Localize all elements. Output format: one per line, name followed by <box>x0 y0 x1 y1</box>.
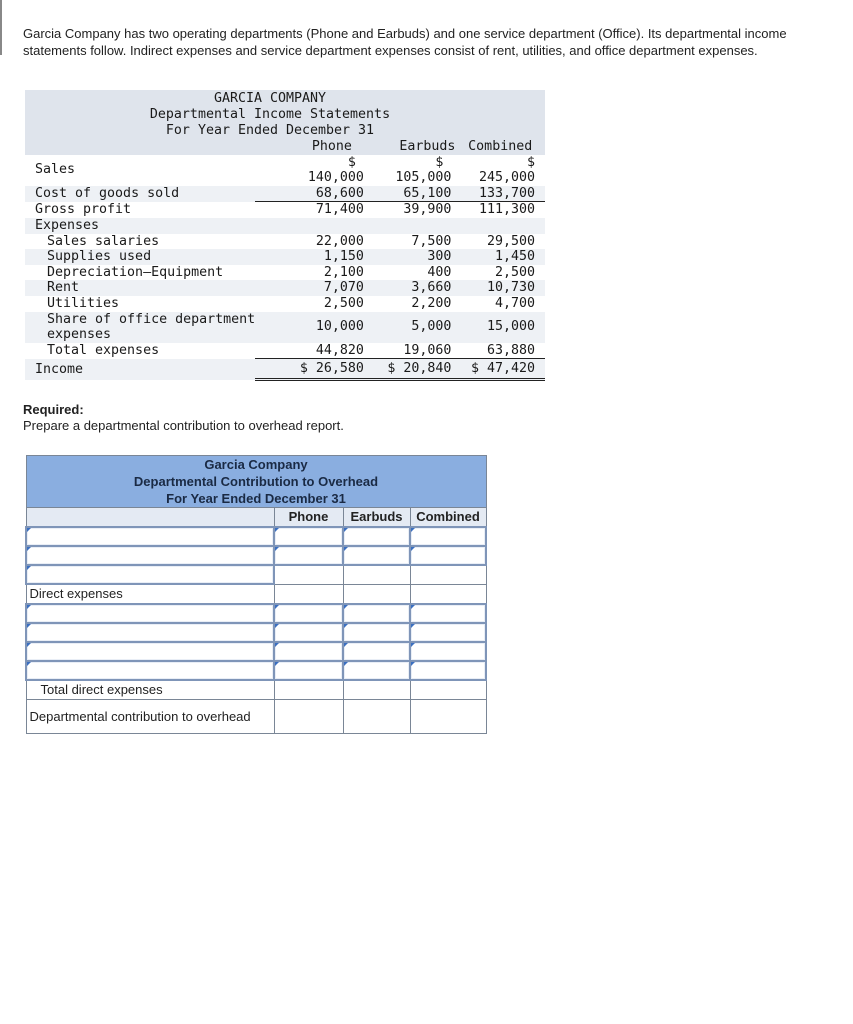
total-direct-earbuds[interactable] <box>343 680 410 700</box>
utilities-phone: 2,500 <box>323 295 364 311</box>
sales-salaries-phone: 22,000 <box>315 233 364 249</box>
office-share-label: Share of office department expenses <box>25 312 255 343</box>
sales-combined: 245,000 <box>478 170 535 186</box>
col-phone: Phone <box>255 139 368 155</box>
supplies-combined: 1,450 <box>455 249 545 265</box>
required-label: Required: <box>23 402 84 417</box>
contribution-label: Departmental contribution to overhead <box>26 700 274 734</box>
direct-phone-cell <box>274 584 343 604</box>
utilities-label: Utilities <box>47 295 120 311</box>
income-combined: $ 47,420 <box>455 359 545 380</box>
expense3-label-input[interactable] <box>26 642 274 661</box>
sales-salaries-combined: 29,500 <box>486 233 535 249</box>
total-direct-label: Total direct expenses <box>26 680 274 700</box>
header-combined: Combined <box>410 508 486 528</box>
col-combined: Combined <box>455 139 545 155</box>
header-phone: Phone <box>274 508 343 528</box>
report-title: Departmental Contribution to Overhead <box>26 473 486 490</box>
report-company: Garcia Company <box>26 456 486 474</box>
income-earbuds: $ 20,840 <box>368 359 455 380</box>
office-share-phone: 10,000 <box>255 312 368 343</box>
expense2-combined-input[interactable] <box>410 623 486 642</box>
rent-label: Rent <box>25 280 255 296</box>
expense2-phone-input[interactable] <box>274 623 343 642</box>
report-period: For Year Ended December 31 <box>26 490 486 508</box>
total-direct-combined[interactable] <box>410 680 486 700</box>
contribution-phone[interactable] <box>274 700 343 734</box>
office-share-earbuds: 5,000 <box>368 312 455 343</box>
contribution-report <box>25 455 487 734</box>
expense1-label-input[interactable] <box>26 604 274 623</box>
cogs-label: Cost of goods sold <box>25 186 255 202</box>
row1-phone-input[interactable] <box>274 527 343 546</box>
contribution-earbuds[interactable] <box>343 700 410 734</box>
income-statement <box>25 90 545 381</box>
gross-profit-combined: 111,300 <box>478 202 535 218</box>
row2-earbuds-input[interactable] <box>343 546 410 565</box>
expense4-phone-input[interactable] <box>274 661 343 680</box>
row1-earbuds-input[interactable] <box>343 527 410 546</box>
total-expenses-earbuds: 19,060 <box>368 343 455 359</box>
depreciation-phone: 2,100 <box>323 264 364 280</box>
depreciation-label: Depreciation—Equipment <box>47 264 224 280</box>
supplies-label: Supplies used <box>25 249 255 265</box>
expense4-combined-input[interactable] <box>410 661 486 680</box>
expense2-label-input[interactable] <box>26 623 274 642</box>
currency-sign: $ <box>435 154 444 170</box>
rent-combined: 10,730 <box>455 280 545 296</box>
income-phone: $ 26,580 <box>255 359 368 380</box>
rent-phone: 7,070 <box>255 280 368 296</box>
expense1-combined-input[interactable] <box>410 604 486 623</box>
row3-combined-cell[interactable] <box>410 565 486 584</box>
sales-salaries-label: Sales salaries <box>47 233 160 249</box>
problem-intro: Garcia Company has two operating departments (Phone and Earbuds) and one service department (Office). Its departmental income statements follow. Indirect expenses and service department expenses consist of rent, utilities, and office department expenses. <box>23 26 787 58</box>
header-blank <box>26 508 274 528</box>
utilities-combined: 4,700 <box>494 295 535 311</box>
expense3-combined-input[interactable] <box>410 642 486 661</box>
expense3-phone-input[interactable] <box>274 642 343 661</box>
row2-label-input[interactable] <box>26 546 274 565</box>
col-earbuds: Earbuds <box>368 139 455 155</box>
currency-sign: $ <box>347 154 356 170</box>
cogs-combined: 133,700 <box>455 186 545 202</box>
row1-label-input[interactable] <box>26 527 274 546</box>
sales-earbuds: 105,000 <box>395 170 452 186</box>
statement-header <box>25 90 545 139</box>
supplies-earbuds: 300 <box>368 249 455 265</box>
contribution-combined[interactable] <box>410 700 486 734</box>
gross-profit-label: Gross profit <box>35 202 132 218</box>
sales-label: Sales <box>35 162 76 178</box>
gross-profit-phone: 71,400 <box>315 202 364 218</box>
required-text: Prepare a departmental contribution to overhead report. <box>23 418 344 433</box>
statement-table <box>25 139 545 381</box>
total-expenses-label: Total expenses <box>47 343 160 359</box>
row3-earbuds-cell[interactable] <box>343 565 410 584</box>
statement-period: For Year Ended December 31 <box>165 123 375 138</box>
depreciation-earbuds: 400 <box>427 264 452 280</box>
cogs-earbuds: 65,100 <box>368 186 455 202</box>
utilities-earbuds: 2,200 <box>411 295 452 311</box>
expense1-earbuds-input[interactable] <box>343 604 410 623</box>
expense4-earbuds-input[interactable] <box>343 661 410 680</box>
cogs-phone: 68,600 <box>255 186 368 202</box>
depreciation-combined: 2,500 <box>494 264 535 280</box>
left-edge-bar <box>0 0 2 55</box>
row3-label-input[interactable] <box>26 565 274 584</box>
office-share-combined: 15,000 <box>455 312 545 343</box>
expense3-earbuds-input[interactable] <box>343 642 410 661</box>
row1-combined-input[interactable] <box>410 527 486 546</box>
row2-combined-input[interactable] <box>410 546 486 565</box>
expense4-label-input[interactable] <box>26 661 274 680</box>
expense1-phone-input[interactable] <box>274 604 343 623</box>
direct-combined-cell <box>410 584 486 604</box>
header-earbuds: Earbuds <box>343 508 410 528</box>
expense2-earbuds-input[interactable] <box>343 623 410 642</box>
expenses-label: Expenses <box>25 218 255 234</box>
required-section <box>23 402 344 434</box>
direct-expenses-label: Direct expenses <box>26 584 274 604</box>
row2-phone-input[interactable] <box>274 546 343 565</box>
rent-earbuds: 3,660 <box>368 280 455 296</box>
gross-profit-earbuds: 39,900 <box>403 202 452 218</box>
income-label: Income <box>25 359 255 380</box>
total-direct-phone[interactable] <box>274 680 343 700</box>
sales-phone: 140,000 <box>307 170 364 186</box>
total-expenses-combined: 63,880 <box>455 343 545 359</box>
direct-earbuds-cell <box>343 584 410 604</box>
currency-sign: $ <box>526 154 535 170</box>
total-expenses-phone: 44,820 <box>255 343 368 359</box>
statement-title: Departmental Income Statements <box>149 107 391 122</box>
statement-company: GARCIA COMPANY <box>213 91 327 106</box>
sales-salaries-earbuds: 7,500 <box>411 233 452 249</box>
row3-phone-cell[interactable] <box>274 565 343 584</box>
supplies-phone: 1,150 <box>255 249 368 265</box>
